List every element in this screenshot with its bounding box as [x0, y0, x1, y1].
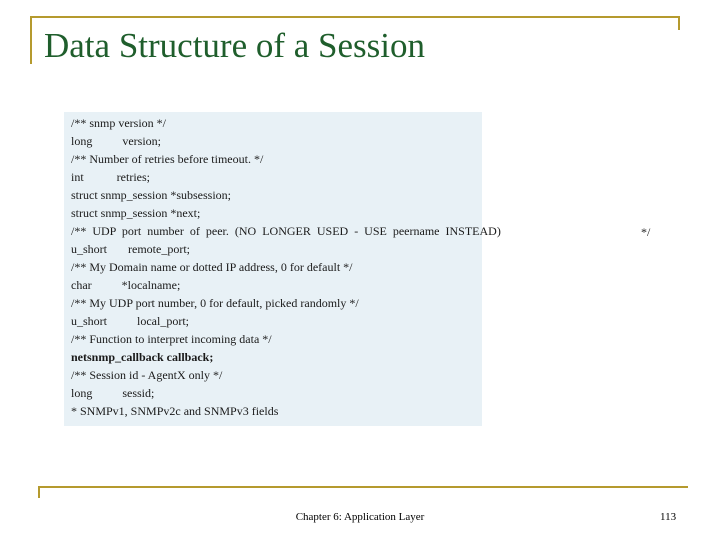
code-line: struct snmp_session *next;	[71, 206, 201, 220]
code-line: int retries;	[71, 170, 150, 184]
code-line: /** Function to interpret incoming data */	[71, 332, 272, 346]
code-line: /** Session id - AgentX only */	[71, 368, 223, 382]
code-line: netsnmp_callback callback;	[71, 350, 214, 364]
code-line: /** snmp version */	[71, 116, 166, 130]
code-line: /** Number of retries before timeout. */	[71, 152, 264, 166]
code-line: struct snmp_session *subsession;	[71, 188, 232, 202]
slide-title: Data Structure of a Session	[44, 26, 426, 65]
top-rule	[30, 16, 680, 18]
footer-chapter: Chapter 6: Application Layer	[295, 511, 425, 523]
code-line: u_short local_port;	[71, 314, 189, 328]
code-line: /** My Domain name or dotted IP address, 0 for default */	[71, 260, 353, 274]
code-line: /** My UDP port number, 0 for default, picked randomly */	[71, 296, 359, 310]
code-line: long sessid;	[71, 386, 155, 400]
code-line: u_short remote_port;	[71, 242, 190, 256]
code-line: long version;	[71, 134, 161, 148]
bottom-rule-tick	[38, 486, 40, 498]
code-line: /** UDP port number of peer. (NO LONGER USED - USE peername INSTEAD)	[71, 224, 501, 238]
bottom-rule	[38, 486, 688, 488]
left-rule-tick	[30, 16, 32, 64]
page-number: 113	[660, 511, 677, 523]
right-rule-tick	[678, 16, 680, 30]
code-line: char *localname;	[71, 278, 181, 292]
code-snippet-box	[64, 112, 501, 426]
code-comment-end: */	[641, 225, 651, 239]
code-line: * SNMPv1, SNMPv2c and SNMPv3 fields	[71, 404, 279, 418]
